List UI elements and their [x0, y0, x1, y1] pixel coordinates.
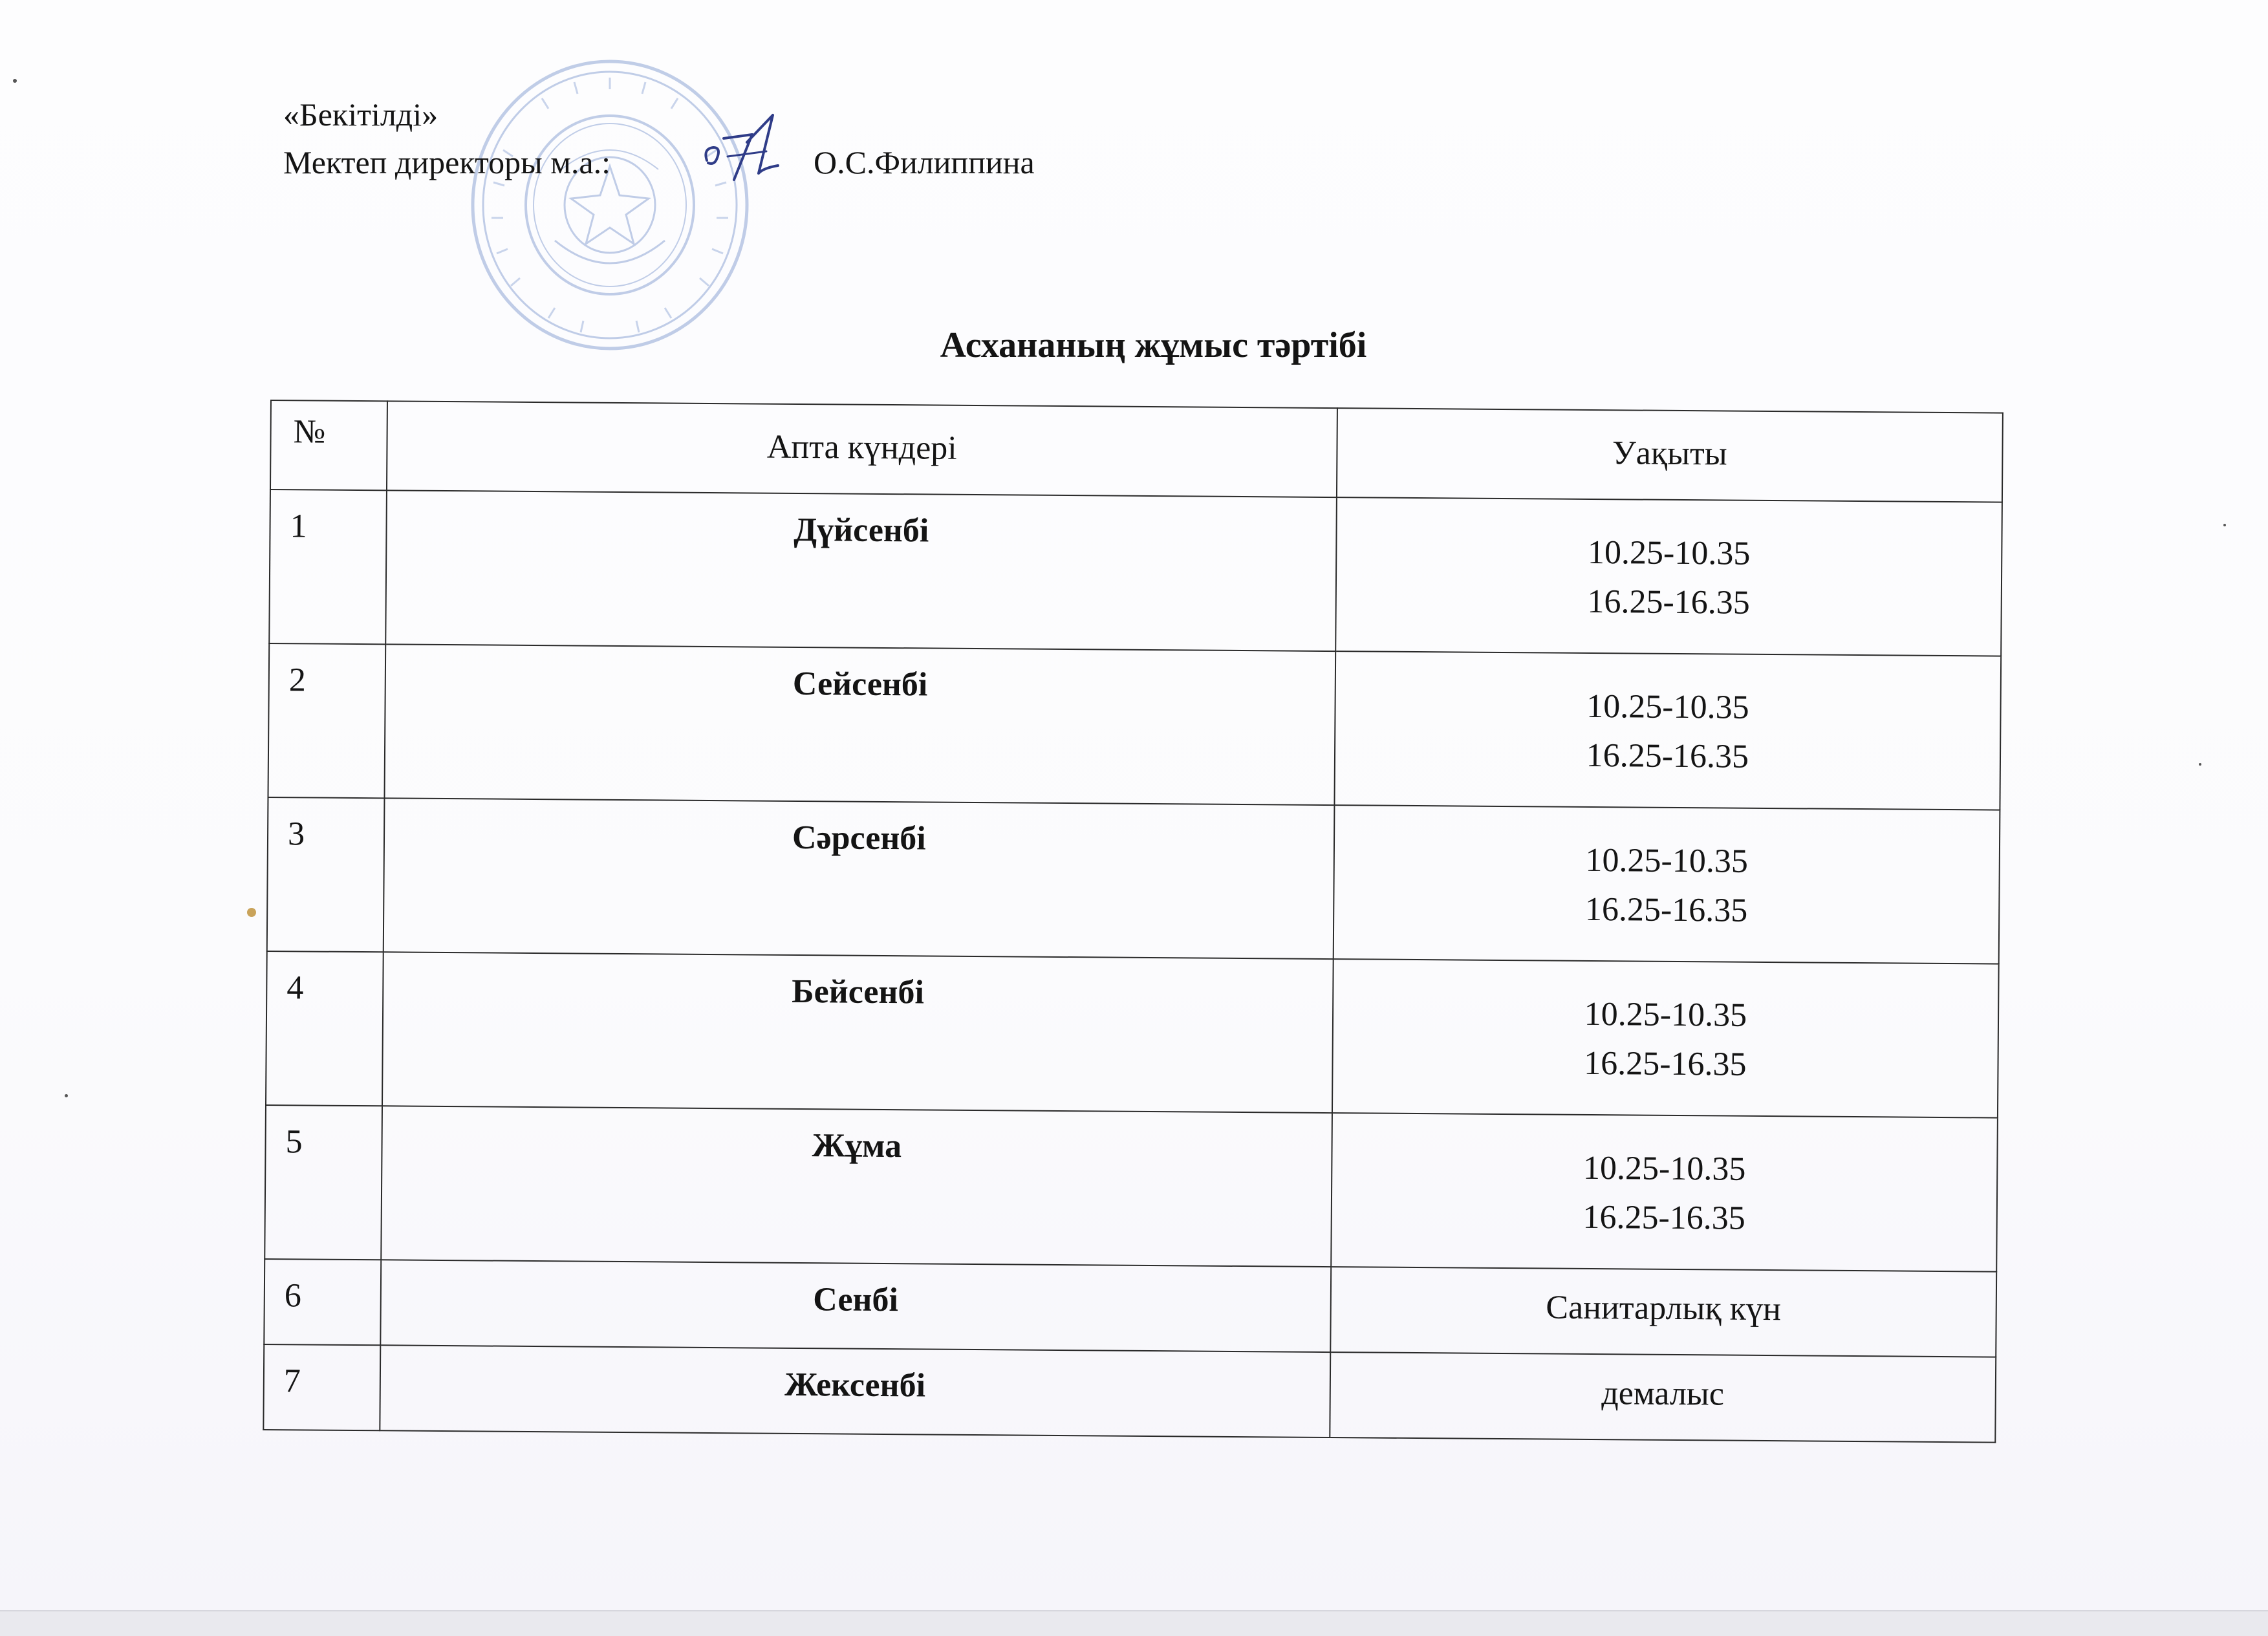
scan-speck: [2199, 763, 2201, 766]
signature-icon: [702, 109, 799, 186]
row-number: 1: [269, 490, 387, 644]
row-number: 3: [267, 797, 385, 952]
scan-speck: [2223, 524, 2226, 526]
row-day: Сәрсенбі: [383, 798, 1335, 959]
table-row: [269, 490, 2002, 656]
time-slot-afternoon: 16.25-16.35: [1586, 737, 1749, 775]
row-day: Бейсенбі: [382, 952, 1334, 1113]
row-number: 4: [266, 951, 383, 1106]
header-time: Уақыты: [1337, 408, 2003, 502]
approval-block: [283, 91, 610, 186]
row-time: Санитарлық күн: [1330, 1267, 1996, 1357]
table-row: [268, 643, 2001, 810]
scan-speck: [13, 79, 17, 83]
table-row: [263, 1344, 1996, 1443]
time-slot-morning: 10.25-10.35: [1582, 1149, 1746, 1188]
row-number: 2: [268, 643, 385, 798]
director-name: О.С.Филиппина: [814, 144, 1035, 180]
row-time: [1335, 497, 2002, 656]
scan-speck: [247, 908, 256, 917]
document-title: Асхананың жұмыс тәртібі: [940, 325, 1367, 365]
row-time: [1332, 959, 1999, 1118]
schedule-table: [263, 400, 2003, 1443]
row-time: [1331, 1113, 1998, 1272]
table-row: [267, 797, 2000, 964]
row-day: Жұма: [381, 1106, 1332, 1267]
time-slot-morning: 10.25-10.35: [1585, 841, 1749, 880]
row-day: Сейсенбі: [384, 644, 1335, 805]
header-day: Апта күндері: [387, 401, 1337, 497]
time-slot-afternoon: 16.25-16.35: [1584, 1044, 1747, 1083]
schedule-table-wrapper: [263, 400, 2003, 1443]
row-number: 5: [265, 1105, 382, 1260]
row-day: Жексенбі: [380, 1345, 1330, 1437]
table-row: [266, 951, 1999, 1118]
director-label: Мектеп директоры м.а.:: [283, 144, 610, 180]
row-day: Дүйсенбі: [385, 490, 1337, 651]
table-row: [265, 1105, 1998, 1272]
row-number: 7: [263, 1344, 380, 1430]
table-row: [264, 1259, 1996, 1357]
row-number: 6: [264, 1259, 381, 1345]
time-slot-afternoon: 16.25-16.35: [1582, 1198, 1746, 1237]
time-slot-morning: 10.25-10.35: [1586, 687, 1749, 726]
time-slot-afternoon: 16.25-16.35: [1584, 890, 1748, 929]
header-number: №: [270, 400, 387, 490]
approved-label: «Бекітілді»: [283, 96, 438, 133]
time-slot-morning: 10.25-10.35: [1587, 533, 1751, 572]
time-slot-morning: 10.25-10.35: [1584, 995, 1747, 1034]
scan-speck: [65, 1094, 68, 1097]
row-time: демалыс: [1330, 1352, 1996, 1443]
row-time: [1334, 651, 2001, 810]
row-time: [1333, 805, 2000, 964]
table-header-row: [270, 400, 2003, 502]
row-day: Сенбі: [380, 1260, 1331, 1352]
scan-bottom-edge: [0, 1610, 2268, 1636]
time-slot-afternoon: 16.25-16.35: [1587, 583, 1750, 621]
